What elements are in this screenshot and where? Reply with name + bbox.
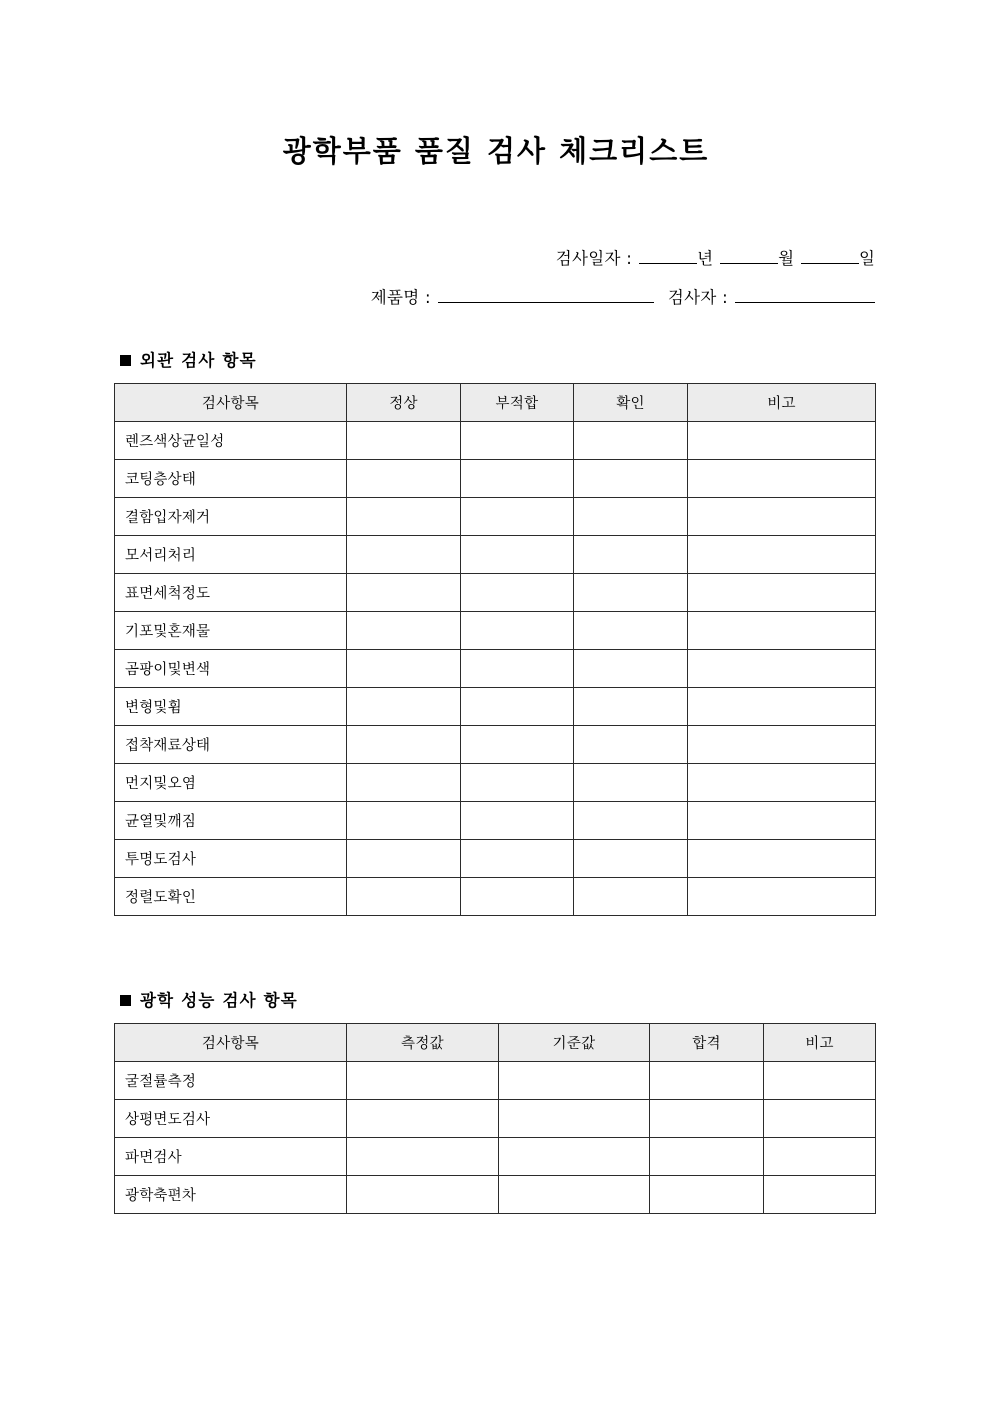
nonconforming-checkbox-cell[interactable] xyxy=(461,536,574,574)
item-label: 코팅층상태 xyxy=(115,460,347,498)
item-label: 정렬도확인 xyxy=(115,878,347,916)
table-header-row xyxy=(115,384,876,422)
normal-checkbox-cell[interactable] xyxy=(347,574,461,612)
item-label: 곰팡이및변색 xyxy=(115,650,347,688)
confirm-cell[interactable] xyxy=(574,688,688,726)
normal-checkbox-cell[interactable] xyxy=(347,460,461,498)
normal-checkbox-cell[interactable] xyxy=(347,498,461,536)
nonconforming-checkbox-cell[interactable] xyxy=(461,688,574,726)
normal-checkbox-cell[interactable] xyxy=(347,650,461,688)
remarks-cell[interactable] xyxy=(764,1176,876,1214)
item-label: 모서리처리 xyxy=(115,536,347,574)
nonconforming-checkbox-cell[interactable] xyxy=(461,612,574,650)
item-label: 굴절률측정 xyxy=(115,1062,347,1100)
section-heading-optical-performance xyxy=(120,987,298,1011)
remarks-cell[interactable] xyxy=(688,688,876,726)
table-row xyxy=(115,726,876,764)
nonconforming-checkbox-cell[interactable] xyxy=(461,460,574,498)
square-bullet-icon xyxy=(120,355,131,366)
item-label: 변형및휨 xyxy=(115,688,347,726)
table-row xyxy=(115,422,876,460)
remarks-cell[interactable] xyxy=(764,1062,876,1100)
column-header-item: 검사항목 xyxy=(115,1024,347,1062)
column-header-remarks: 비고 xyxy=(688,384,876,422)
nonconforming-checkbox-cell[interactable] xyxy=(461,498,574,536)
nonconforming-checkbox-cell[interactable] xyxy=(461,650,574,688)
column-header-normal: 정상 xyxy=(347,384,461,422)
column-header-standard-value: 기준값 xyxy=(499,1024,650,1062)
section-heading-optical-label: 광학 성능 검사 항목 xyxy=(140,991,298,1010)
table-row xyxy=(115,536,876,574)
remarks-cell[interactable] xyxy=(688,840,876,878)
column-header-nonconforming: 부적합 xyxy=(461,384,574,422)
column-header-measured-value: 측정값 xyxy=(347,1024,499,1062)
item-label: 접착재료상태 xyxy=(115,726,347,764)
table-row xyxy=(115,612,876,650)
nonconforming-checkbox-cell[interactable] xyxy=(461,764,574,802)
table-row xyxy=(115,574,876,612)
visual-inspection-table xyxy=(114,383,876,916)
item-label: 결함입자제거 xyxy=(115,498,347,536)
standard-value-cell[interactable] xyxy=(499,1138,650,1176)
normal-checkbox-cell[interactable] xyxy=(347,764,461,802)
remarks-cell[interactable] xyxy=(688,726,876,764)
table-row xyxy=(115,1100,876,1138)
item-label: 파면검사 xyxy=(115,1138,347,1176)
remarks-cell[interactable] xyxy=(688,764,876,802)
year-unit-label: 년 xyxy=(697,249,714,268)
item-label: 렌즈색상균일성 xyxy=(115,422,347,460)
confirm-cell[interactable] xyxy=(574,574,688,612)
column-header-pass: 합격 xyxy=(650,1024,764,1062)
confirm-cell[interactable] xyxy=(574,840,688,878)
column-header-remarks: 비고 xyxy=(764,1024,876,1062)
remarks-cell[interactable] xyxy=(764,1138,876,1176)
measured-value-cell[interactable] xyxy=(347,1176,499,1214)
normal-checkbox-cell[interactable] xyxy=(347,802,461,840)
pass-cell[interactable] xyxy=(650,1138,764,1176)
column-header-confirm: 확인 xyxy=(574,384,688,422)
confirm-cell[interactable] xyxy=(574,650,688,688)
day-unit-label: 일 xyxy=(859,249,875,268)
pass-cell[interactable] xyxy=(650,1100,764,1138)
table-row xyxy=(115,688,876,726)
remarks-cell[interactable] xyxy=(688,802,876,840)
column-header-item: 검사항목 xyxy=(115,384,347,422)
table-row xyxy=(115,1176,876,1214)
inspection-date-month-blank[interactable] xyxy=(720,248,778,264)
month-unit-label: 월 xyxy=(778,249,795,268)
remarks-cell[interactable] xyxy=(688,878,876,916)
product-inspector-row xyxy=(0,287,875,307)
inspection-date-label: 검사일자 : xyxy=(555,249,633,268)
item-label: 표면세척정도 xyxy=(115,574,347,612)
remarks-cell[interactable] xyxy=(688,612,876,650)
normal-checkbox-cell[interactable] xyxy=(347,726,461,764)
table-header-row xyxy=(115,1024,876,1062)
nonconforming-checkbox-cell[interactable] xyxy=(461,840,574,878)
confirm-cell[interactable] xyxy=(574,802,688,840)
normal-checkbox-cell[interactable] xyxy=(347,878,461,916)
confirm-cell[interactable] xyxy=(574,726,688,764)
normal-checkbox-cell[interactable] xyxy=(347,840,461,878)
measured-value-cell[interactable] xyxy=(347,1138,499,1176)
confirm-cell[interactable] xyxy=(574,612,688,650)
normal-checkbox-cell[interactable] xyxy=(347,536,461,574)
nonconforming-checkbox-cell[interactable] xyxy=(461,726,574,764)
inspector-label: 검사자 : xyxy=(667,287,728,307)
remarks-cell[interactable] xyxy=(688,422,876,460)
table-row xyxy=(115,650,876,688)
confirm-cell[interactable] xyxy=(574,498,688,536)
section-heading-visual-inspection xyxy=(120,347,257,371)
confirm-cell[interactable] xyxy=(574,878,688,916)
remarks-cell[interactable] xyxy=(688,650,876,688)
confirm-cell[interactable] xyxy=(574,460,688,498)
remarks-cell[interactable] xyxy=(764,1100,876,1138)
product-name-blank[interactable] xyxy=(438,287,654,303)
confirm-cell[interactable] xyxy=(574,764,688,802)
item-label: 균열및깨짐 xyxy=(115,802,347,840)
remarks-cell[interactable] xyxy=(688,536,876,574)
normal-checkbox-cell[interactable] xyxy=(347,688,461,726)
measured-value-cell[interactable] xyxy=(347,1100,499,1138)
standard-value-cell[interactable] xyxy=(499,1062,650,1100)
item-label: 투명도검사 xyxy=(115,840,347,878)
table-row xyxy=(115,802,876,840)
table-row xyxy=(115,498,876,536)
pass-cell[interactable] xyxy=(650,1062,764,1100)
standard-value-cell[interactable] xyxy=(499,1100,650,1138)
item-label: 기포및혼재물 xyxy=(115,612,347,650)
table-row xyxy=(115,1062,876,1100)
inspection-date-year-blank[interactable] xyxy=(639,248,697,264)
section-heading-visual-label: 외관 검사 항목 xyxy=(140,351,257,370)
inspection-date-row xyxy=(0,248,875,268)
inspector-blank[interactable] xyxy=(735,287,875,303)
item-label: 상평면도검사 xyxy=(115,1100,347,1138)
square-bullet-icon xyxy=(120,995,131,1006)
product-name-label: 제품명 : xyxy=(370,287,431,307)
normal-checkbox-cell[interactable] xyxy=(347,422,461,460)
remarks-cell[interactable] xyxy=(688,574,876,612)
normal-checkbox-cell[interactable] xyxy=(347,612,461,650)
table-row xyxy=(115,460,876,498)
table-row xyxy=(115,840,876,878)
page-title: 광학부품 품질 검사 체크리스트 xyxy=(282,134,710,168)
inspection-date-day-blank[interactable] xyxy=(801,248,859,264)
confirm-cell[interactable] xyxy=(574,422,688,460)
header-meta-fields xyxy=(0,248,875,306)
table-row xyxy=(115,764,876,802)
confirm-cell[interactable] xyxy=(574,536,688,574)
nonconforming-checkbox-cell[interactable] xyxy=(461,422,574,460)
nonconforming-checkbox-cell[interactable] xyxy=(461,802,574,840)
optical-performance-table xyxy=(114,1023,876,1214)
item-label: 광학축편차 xyxy=(115,1176,347,1214)
item-label: 먼지및오염 xyxy=(115,764,347,802)
remarks-cell[interactable] xyxy=(688,498,876,536)
pass-cell[interactable] xyxy=(650,1176,764,1214)
remarks-cell[interactable] xyxy=(688,460,876,498)
measured-value-cell[interactable] xyxy=(347,1062,499,1100)
nonconforming-checkbox-cell[interactable] xyxy=(461,574,574,612)
table-row xyxy=(115,878,876,916)
nonconforming-checkbox-cell[interactable] xyxy=(461,878,574,916)
table-row xyxy=(115,1138,876,1176)
standard-value-cell[interactable] xyxy=(499,1176,650,1214)
